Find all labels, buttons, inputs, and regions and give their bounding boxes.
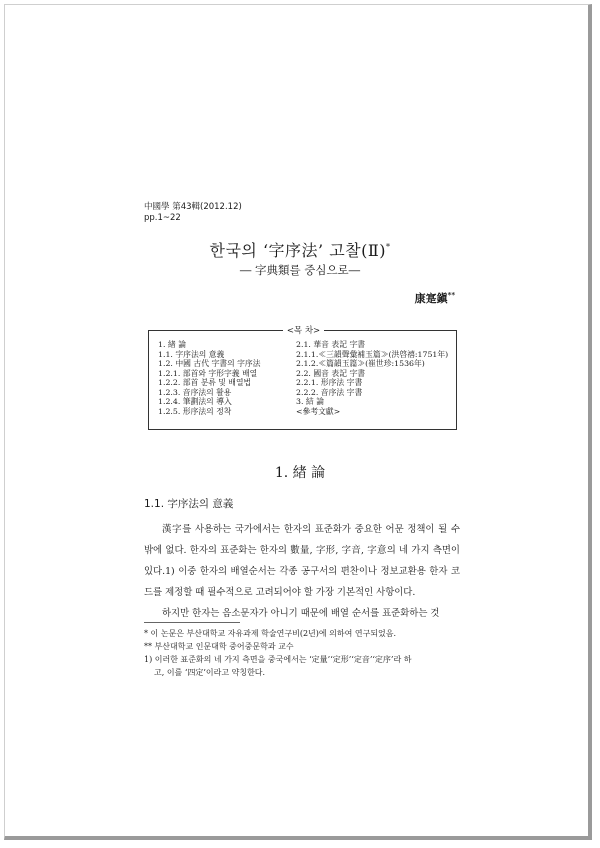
section-title: 1. 緖 論	[274, 465, 326, 481]
title-footnote-mark: *	[385, 242, 391, 252]
paragraph: 하지만 한자는 음소문자가 아니기 때문에 배열 순서를 표준화하는 것	[162, 608, 440, 619]
footnotes	[144, 627, 460, 679]
toc-item: 3. 結 論	[296, 397, 324, 406]
toc-item: 2.1.2.≪篇韻玉篇≫(崔世珍:1536年)	[296, 359, 425, 368]
journal-pages: pp.1~22	[144, 213, 181, 223]
toc-heading: <목 차>	[149, 324, 458, 336]
table-of-contents	[148, 326, 457, 430]
footnote: 1) 이러한 표준화의 네 가지 측면을 중국에서는 ‘定量’‘定形’‘定音’‘定序’라 하	[144, 655, 412, 664]
footnote-divider	[144, 622, 240, 623]
author	[415, 290, 455, 306]
toc-item: 2.2. 國音 表記 字書	[296, 368, 366, 378]
title-text: 한국의 ‘字序法’ 고찰(Ⅱ)	[209, 241, 386, 260]
toc-item: 1.2.4. 筆劃法의 導入	[158, 397, 232, 406]
body-text	[144, 519, 460, 624]
subsection-title: 1.1. 字序法의 意義	[144, 498, 234, 510]
toc-item: 2.2.2. 音序法 字書	[296, 387, 363, 397]
toc-item: 2.1.1.≪三韻聲彙補玉篇≫(洪啓禧:1751年)	[296, 349, 449, 359]
toc-item: <參考文獻>	[296, 406, 341, 416]
footnote: * 이 논문은 부산대학교 자유과제 학술연구비(2년)에 의하여 연구되었음.	[144, 629, 397, 638]
author-footnote-mark: **	[447, 290, 455, 300]
paragraph: 漢字를 사용하는 국가에서는 한자의 표준화가 중요한 어문 정책이 될 수밖에 없다. 한자의 표준화는 한자의 數量, 字形, 字音, 字意의 네 가지 측면이 있다.1) 이중 한자의 배열순서는 각종 공구서의 편찬이나 정보교환용 한자 코드를 제정할 때 필수적으로 고려되어야 할 가장 기본적인 사항이다.	[144, 524, 460, 598]
toc-item: 1. 緖 論	[158, 340, 186, 349]
toc-item: 2.2.1. 形序法 字書	[296, 378, 363, 387]
toc-item: 1.1. 字序法의 意義	[158, 349, 225, 359]
journal-info	[144, 202, 242, 224]
footnote-continuation: 고, 이를 ‘四定’이라고 약칭한다.	[154, 668, 266, 677]
paper-subtitle: ― 字典類를 중심으로―	[239, 263, 361, 277]
footnote: ** 부산대학교 인문대학 중어중문학과 교수	[144, 642, 294, 651]
toc-item: 1.2.1. 部首와 字形字義 배열	[158, 368, 258, 378]
toc-item: 1.2. 中國 古代 字書의 字序法	[158, 359, 261, 368]
author-name: 康寔鎭	[414, 292, 448, 305]
toc-item: 1.2.2. 部首 분류 및 배열법	[158, 378, 252, 387]
toc-item: 1.2.5. 形序法의 정착	[158, 406, 232, 416]
paper-title	[0, 238, 600, 261]
toc-right-column	[296, 340, 448, 416]
toc-left-column	[158, 340, 261, 416]
toc-item: 1.2.3. 音序法의 활용	[158, 387, 232, 397]
toc-item: 2.1. 華音 表記 字書	[296, 340, 366, 349]
journal-volume: 中國學 第43輯(2012.12)	[144, 202, 242, 212]
